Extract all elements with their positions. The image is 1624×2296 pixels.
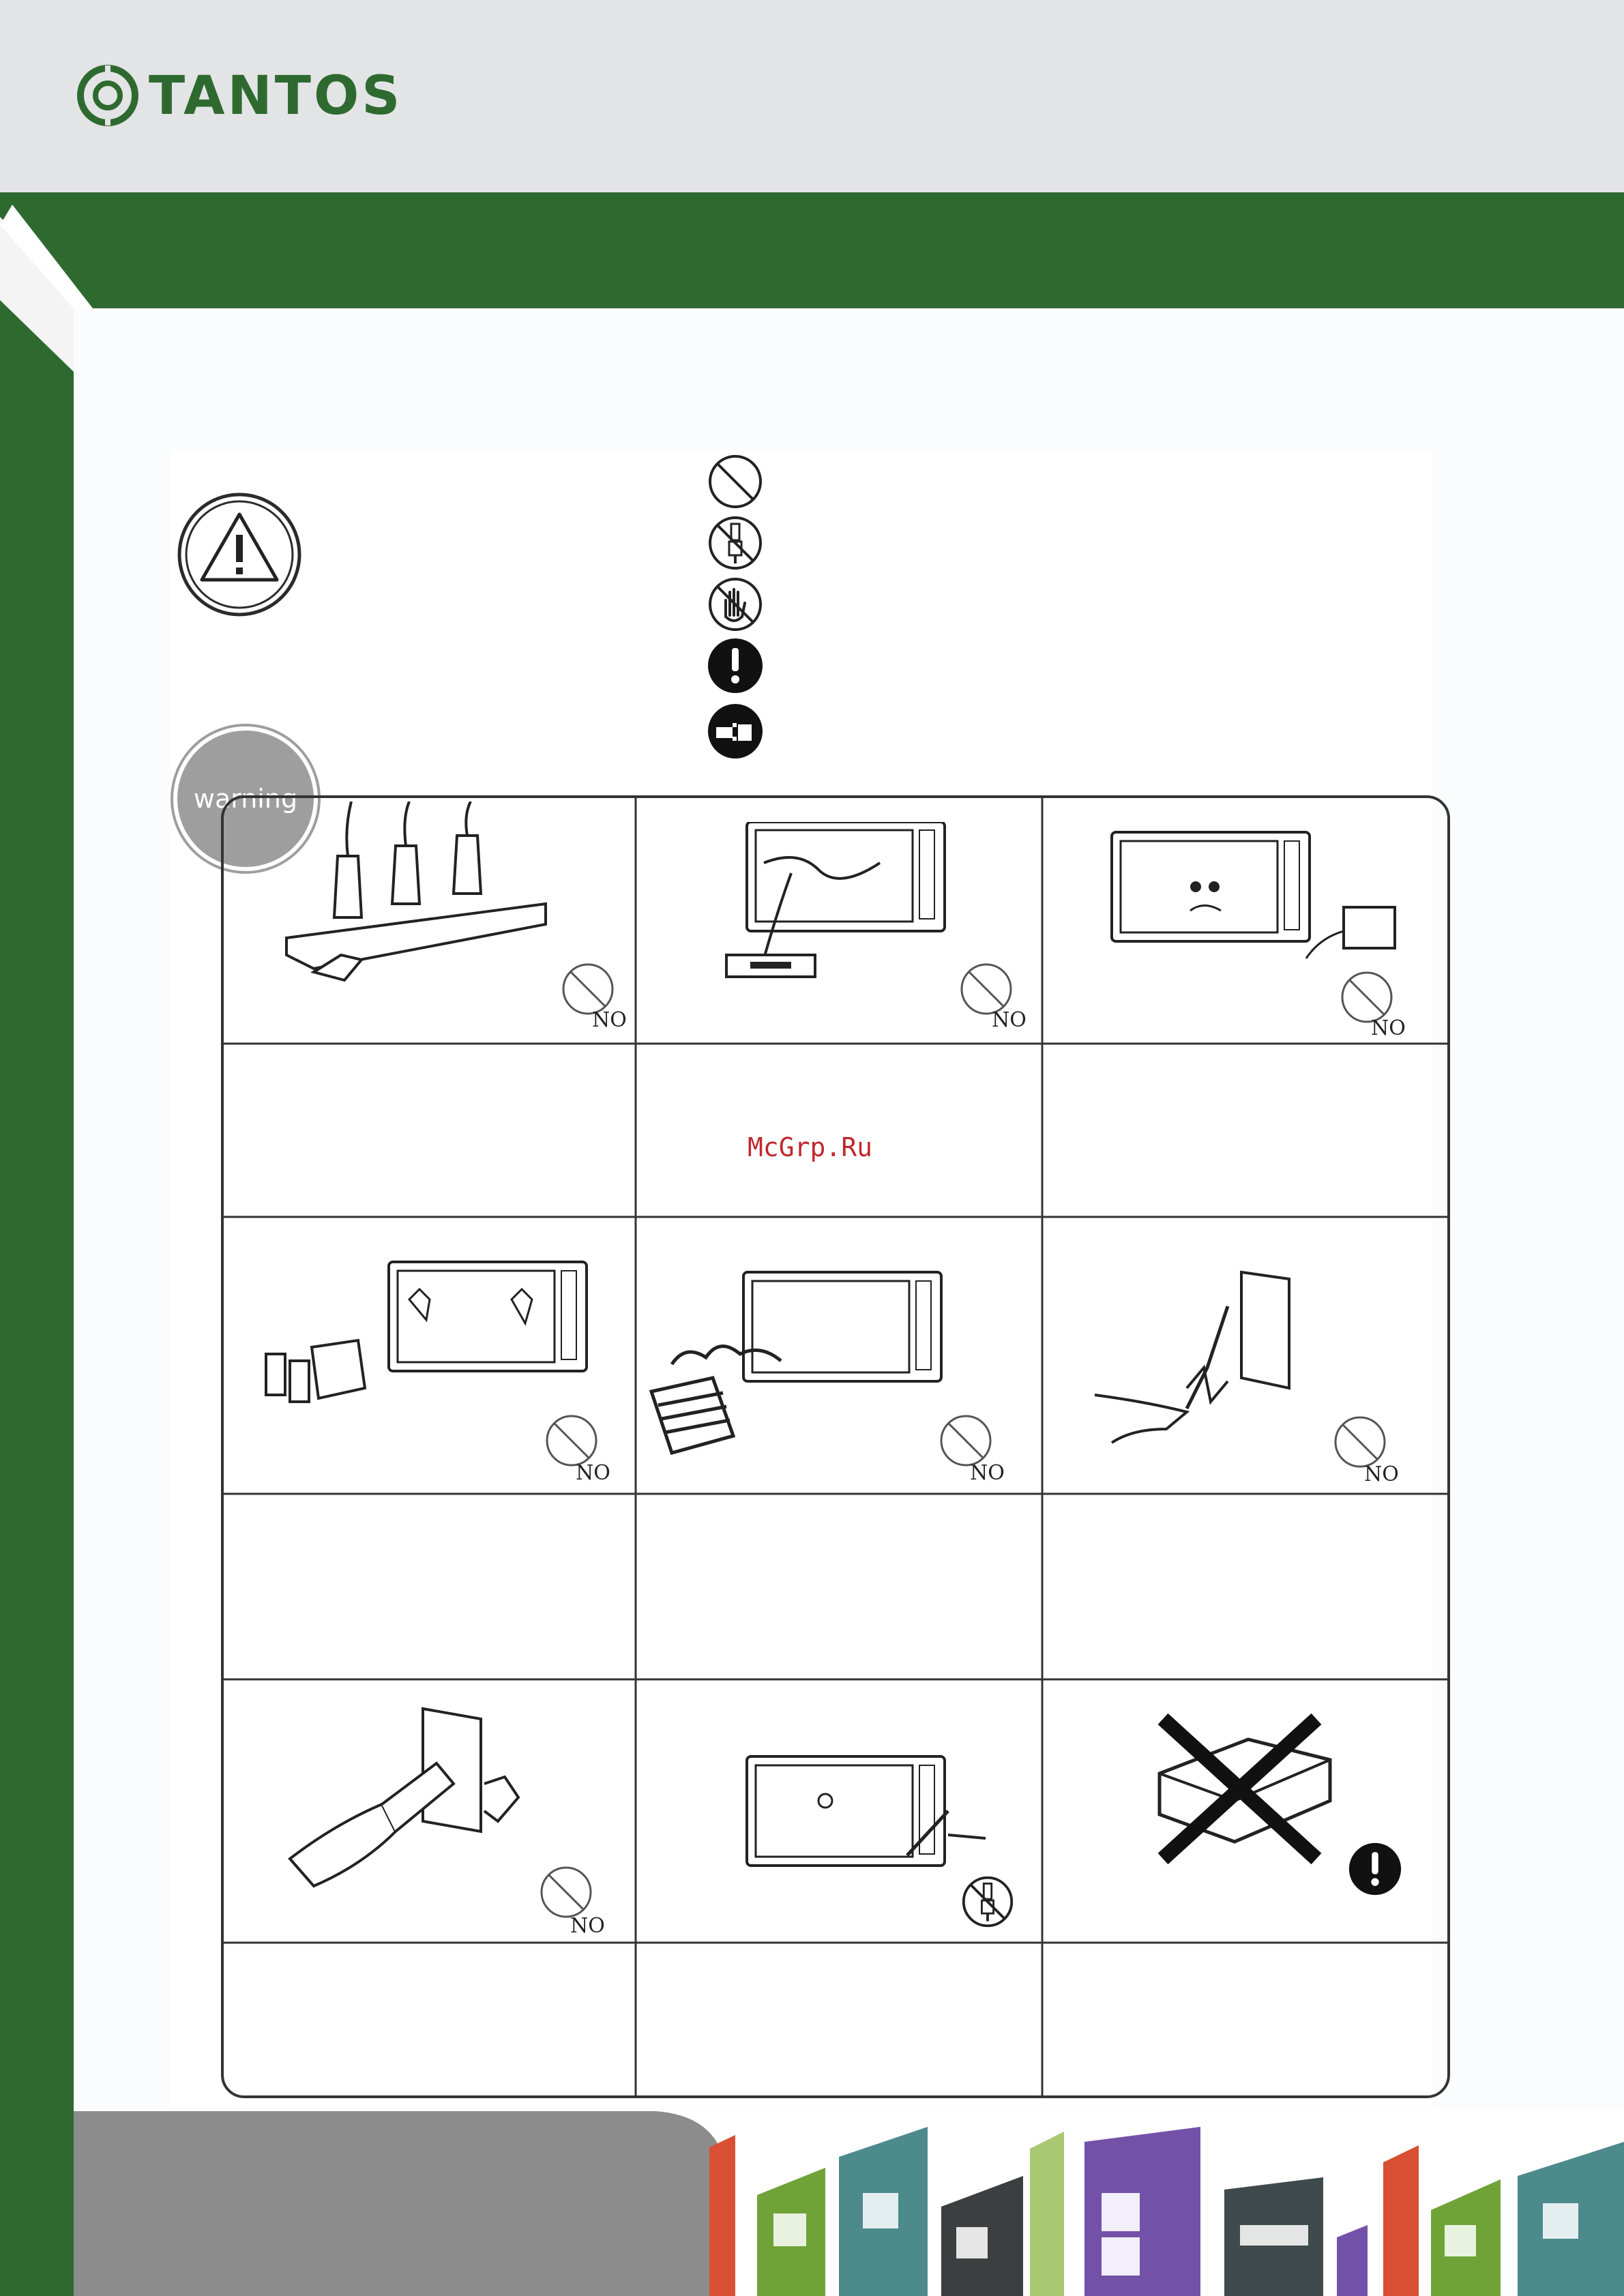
cell-no-label: NO <box>576 1461 610 1485</box>
brand-logo-icon <box>75 63 141 128</box>
monitor-with-tangled-cables-illustration <box>723 822 955 986</box>
wet-hands-on-plug-illustration <box>286 1702 532 1900</box>
warning-badge: warning <box>173 726 318 871</box>
cell-no-label: NO <box>570 1914 605 1938</box>
brand-logo-text: TANTOS <box>149 65 403 127</box>
cell-no-label: NO <box>1364 1462 1399 1486</box>
no-prohibited-icon <box>539 1865 593 1919</box>
monitor-disassembly-illustration <box>743 1753 989 1876</box>
caution-triangle-icon <box>176 491 303 618</box>
monitor-with-damaged-adapter-illustration <box>1108 829 1408 965</box>
do-not-disassemble-icon <box>960 1874 1015 1929</box>
prohibited-icon <box>707 453 764 510</box>
city-illustration <box>709 2127 1624 2296</box>
no-prohibited-icon <box>1333 1415 1387 1469</box>
unplug-icon <box>707 703 764 760</box>
crossed-out-power-supply-illustration <box>1153 1712 1337 1869</box>
no-prohibited-icon <box>544 1413 599 1468</box>
cell-no-label: NO <box>1371 1016 1406 1040</box>
monitor-near-heat-source-illustration <box>645 1269 951 1467</box>
do-not-disassemble-icon <box>707 514 764 572</box>
overloaded-power-strip-illustration <box>273 801 559 999</box>
cell-no-label: NO <box>970 1461 1005 1485</box>
do-not-touch-icon <box>707 576 764 633</box>
cell-no-label: NO <box>992 1008 1027 1032</box>
monitor-near-chemicals-illustration <box>263 1259 590 1422</box>
mandatory-icon <box>707 637 764 694</box>
watermark-text: McGrp.Ru <box>748 1132 873 1162</box>
no-prohibited-icon <box>939 1413 993 1468</box>
cell-no-label: NO <box>592 1008 627 1032</box>
pulling-plug-by-cord-illustration <box>1091 1265 1337 1463</box>
mandatory-icon <box>1348 1842 1402 1896</box>
